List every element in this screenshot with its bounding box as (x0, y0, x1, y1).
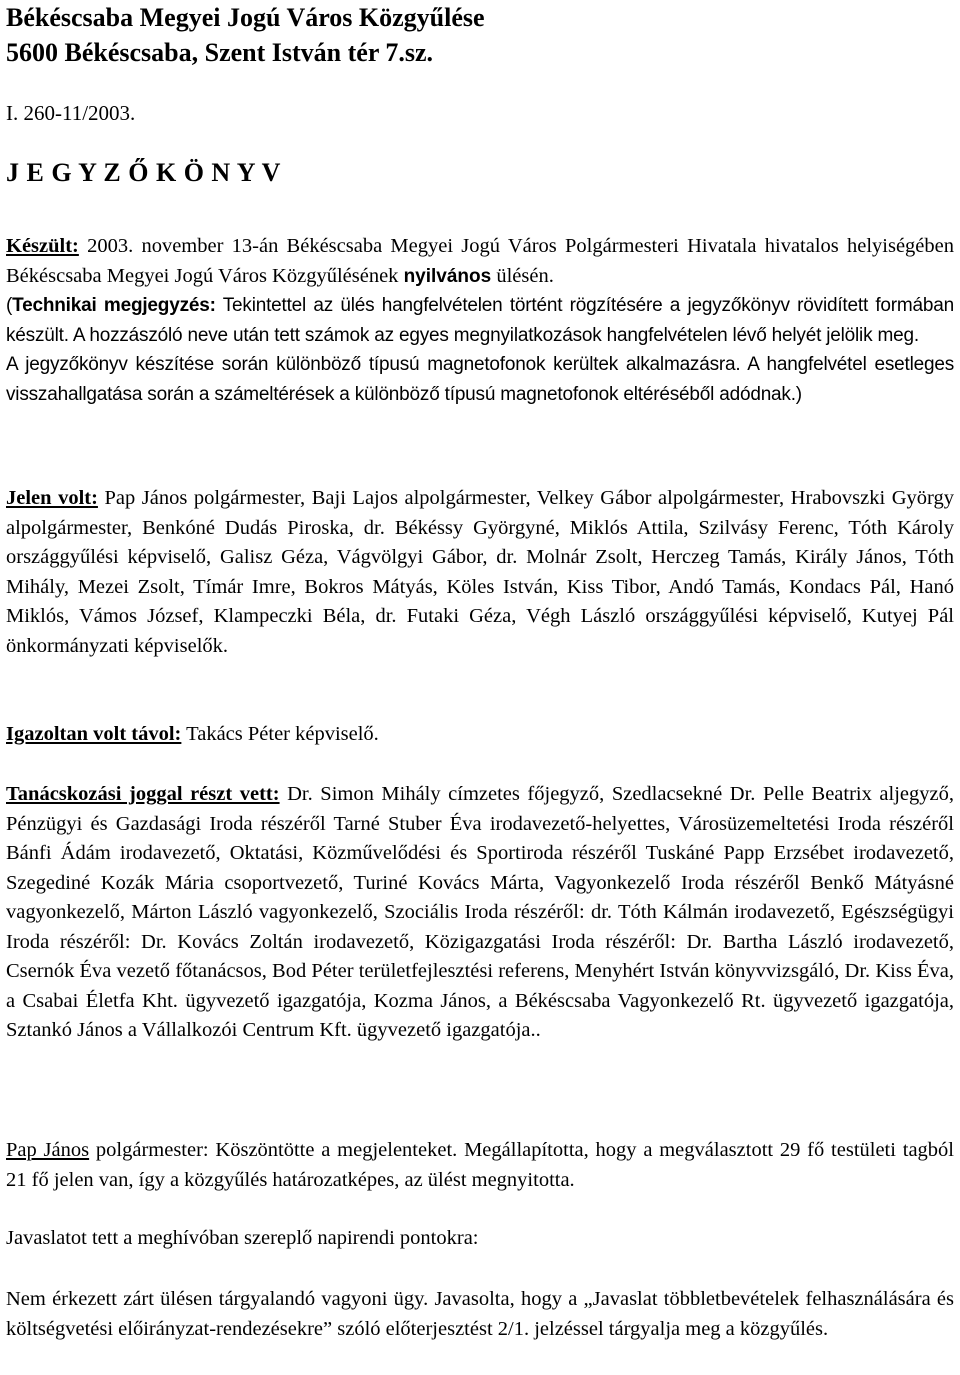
reference-number: I. 260-11/2003. (6, 101, 136, 125)
proposal-paragraph (6, 1224, 954, 1254)
mayor-name: Pap János (6, 1139, 90, 1161)
header-address: 5600 Békéscsaba, Szent István tér 7.sz. (6, 38, 434, 67)
intro-text: 2003. november 13-án Békéscsaba Megyei Jogú Város Polgármesteri Hivatala hivatalos helyiségében Békéscsaba Megyei Jogú Város Közgyűlésének (6, 235, 954, 287)
note-open-paren: ( (6, 295, 13, 316)
technical-note-text-2: A jegyzőkönyv készítése során különböző típusú magnetofonok kerültek alkalmazásra. A hangfelvétel esetleges visszahallgatása során a számeltérések a különböző típusú magnetofonok eltéréséből adódnak.) (6, 354, 954, 405)
absent-label: Igazoltan volt távol: (6, 723, 182, 745)
advisory-text: Dr. Simon Mihály címzetes főjegyző, Szedlacsekné Dr. Pelle Beatrix aljegyző, Pénzügyi és Gazdasági Iroda részéről Tarné Stuber Éva irodavezető-helyettes, Városüzemeltetési Iroda részéről Bánfi Ádám irodavezető, Oktatási, Közművelődési és Sportiroda részéről Tuskáné Papp Erzsébet irodavezető, Szegediné Kozák Mária csoportvezető, Turiné Kovács Márta, Vagyonkezelő Iroda részéről Benkő Mátyásné vagyonkezelő, Márton László vagyonkezelő, Szociális Iroda részéről: dr. Tóth Kálmán irodavezető, Egészségügyi Iroda részéről: Dr. Kovács Zoltán irodavezető, Közigazgatási Iroda részéről: Dr. Bartha László irodavezető, Csernók Éva vezető főtanácsos, Bod Péter területfejlesztési referens, Menyhért István könyvvizsgáló, Dr. Kiss Éva, a Csabai Életfa Kht. ügyvezető igazgatója, Kozma János, a Békéscsaba Vagyonkezelő Rt. ügyvezető igazgatója, Sztankó János a Vállalkozói Centrum Kft. ügyvezető igazgatója.. (6, 783, 954, 1041)
made-label: Készült: (6, 235, 79, 257)
proposal-text: Javaslatot tett a meghívóban szereplő napirendi pontokra: (6, 1227, 479, 1249)
technical-note-label: Technikai megjegyzés: (12, 295, 216, 316)
absent-paragraph (6, 720, 954, 750)
intro-paragraph (6, 232, 954, 409)
closing-text: Nem érkezett zárt ülésen tárgyalandó vagyoni ügy. Javasolta, hogy a „Javaslat többletbevételek felhasználására és költségvetési előirányzat-rendezésekre” szóló előterjesztést 2/1. jelzéssel tárgyalja meg a közgyűlés. (6, 1288, 954, 1340)
closing-paragraph (6, 1285, 954, 1344)
advisory-label: Tanácskozási joggal részt vett: (6, 783, 280, 805)
advisory-paragraph (6, 780, 954, 1046)
header-institution: Békéscsaba Megyei Jogú Város Közgyűlése (6, 3, 485, 32)
absent-text: Takács Péter képviselő. (181, 723, 379, 745)
mayor-text: polgármester: Köszöntötte a megjelenteket. Megállapította, hogy a megválasztott 29 fő testületi tagból 21 fő jelen van, így a közgyűlés határozatképes, az ülést megnyitotta. (6, 1139, 954, 1191)
document-title: J E G Y Z Ő K Ö N Y V (6, 158, 281, 187)
mayor-paragraph (6, 1136, 954, 1195)
present-text: Pap János polgármester, Baji Lajos alpolgármester, Velkey Gábor alpolgármester, Hrabovszki György alpolgármester, Benkóné Dudás Piroska, dr. Békéssy Györgyné, Miklós Attila, Szilvásy Ferenc, Tóth Károly országgyűlési képviselő, Galisz Géza, Vágvölgyi Gábor, dr. Molnár Zsolt, Herczeg Tamás, Király János, Tóth Mihály, Mezei Zsolt, Tímár Imre, Bokros Mátyás, Köles István, Kiss Tibor, Andó Tamás, Kondacs Pál, Hanó Miklós, Vámos József, Klampeczki Béla, dr. Futaki Géza, Végh László országgyűlési képviselő, Kutyej Pál önkormányzati képviselők. (6, 487, 954, 657)
technical-note-text: Tekintettel az ülés hangfelvételen történt rögzítésére a jegyzőkönyv rövidített formában készült. A hozzászóló neve után tett számok az egyes megnyilatkozások hangfelvételen lévő helyét jelölik meg. (6, 295, 955, 346)
intro-text-end: ülésén. (491, 264, 554, 287)
public-word: nyilvános (403, 265, 492, 287)
present-label: Jelen volt: (6, 487, 98, 509)
present-paragraph (6, 484, 954, 661)
